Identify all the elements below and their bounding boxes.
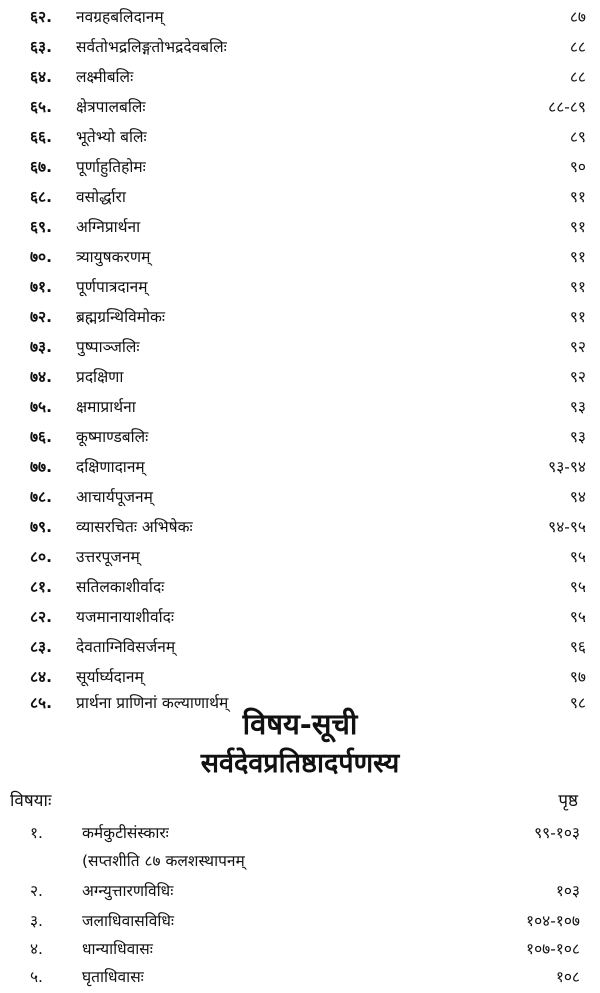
entry-page: ८७ — [569, 8, 586, 26]
column-header-topics: विषयाः — [10, 791, 52, 811]
entry-title: क्षेत्रपालबलिः — [76, 98, 146, 116]
entry-page: ९३ — [569, 428, 586, 446]
toc-row — [0, 272, 600, 302]
entry-title: (सप्तशीति ८७ कलशस्थापनम् — [82, 852, 245, 870]
entry-title: पूर्णपात्रदानम् — [76, 278, 148, 296]
entry-number: ३. — [30, 912, 43, 930]
entry-page: ९१ — [569, 278, 586, 296]
entry-page: ९१ — [569, 248, 586, 266]
entry-number: ७१. — [30, 278, 53, 296]
toc-row — [0, 542, 600, 572]
entry-page: ९० — [569, 158, 586, 176]
entry-title: प्रदक्षिणा — [76, 368, 124, 386]
entry-title: घृताधिवासः — [82, 968, 144, 986]
entry-title: यजमानायाशीर्वादः — [76, 608, 174, 626]
entry-number: ६९. — [30, 218, 53, 236]
toc-row — [0, 482, 600, 512]
entry-number: ७५. — [30, 398, 53, 416]
entry-number: ५. — [30, 968, 43, 986]
column-header-page: पृष्ठ — [558, 791, 578, 811]
toc-row — [0, 122, 600, 152]
entry-number: ८०. — [30, 548, 53, 566]
entry-page: ९२ — [569, 338, 586, 356]
entry-title: प्रार्थना प्राणिनां कल्याणार्थम् — [76, 694, 229, 712]
entry-page: ९५ — [569, 578, 586, 596]
entry-title: सर्वतोभद्रलिङ्गतोभद्रदेवबलिः — [76, 38, 227, 56]
entry-page: १०३ — [555, 882, 580, 900]
toc-row — [0, 422, 600, 452]
entry-title: व्यासरचितः अभिषेकः — [76, 518, 193, 536]
entry-number: ७०. — [30, 248, 53, 266]
entry-page: ९८ — [569, 694, 586, 712]
entry-number: ८२. — [30, 608, 53, 626]
toc-row — [0, 242, 600, 272]
toc-row — [0, 212, 600, 242]
entry-title: सूर्यार्घ्यदानम् — [76, 668, 144, 686]
entry-title: क्षमाप्रार्थना — [76, 398, 136, 416]
entry-title: लक्ष्मीबलिः — [76, 68, 134, 86]
toc-row — [0, 572, 600, 602]
entry-page: ९४-९५ — [548, 518, 586, 536]
toc-row — [0, 92, 600, 122]
toc-row — [0, 362, 600, 392]
entry-title: अग्निप्रार्थना — [76, 218, 141, 236]
entry-number: ७६. — [30, 428, 53, 446]
toc-row — [0, 32, 600, 62]
entry-number: २. — [30, 882, 43, 900]
entry-title: पूर्णाहुतिहोमः — [76, 158, 146, 176]
entry-number: ६७. — [30, 158, 53, 176]
toc-row — [0, 392, 600, 422]
entry-page: ८८ — [569, 38, 586, 56]
toc-row — [0, 302, 600, 332]
entry-number: ८१. — [30, 578, 53, 596]
entry-page: ९९-१०३ — [534, 824, 580, 842]
entry-title: दक्षिणादानम् — [76, 458, 145, 476]
toc-row — [0, 182, 600, 212]
entry-page: ८९ — [569, 128, 586, 146]
entry-title: उत्तरपूजनम् — [76, 548, 140, 566]
entry-page: ९१ — [569, 188, 586, 206]
toc-row — [0, 2, 600, 32]
entry-number: ४. — [30, 940, 43, 958]
entry-page: ९७ — [569, 668, 586, 686]
toc-row — [0, 962, 600, 992]
toc-row — [0, 152, 600, 182]
toc-row — [0, 452, 600, 482]
entry-number: ७९. — [30, 518, 53, 536]
entry-title: भूतेभ्यो बलिः — [76, 128, 147, 146]
entry-title: ब्रह्मग्रन्थिविमोकः — [76, 308, 166, 326]
entry-page: ९१ — [569, 218, 586, 236]
entry-page: ८८-८९ — [548, 98, 586, 116]
entry-title: त्र्यायुषकरणम् — [76, 248, 151, 266]
entry-page: १०४-१०७ — [526, 912, 580, 930]
book-title-heading: सर्वदेवप्रतिष्ठादर्पणस्य — [200, 748, 400, 779]
entry-title: नवग्रहबलिदानम् — [76, 8, 164, 26]
entry-page: १०७-१०८ — [526, 940, 580, 958]
entry-title: देवताग्निविसर्जनम् — [76, 638, 176, 656]
entry-page: ९४ — [569, 488, 586, 506]
entry-page: ९५ — [569, 548, 586, 566]
entry-number: ८४. — [30, 668, 53, 686]
entry-page: ९५ — [569, 608, 586, 626]
toc-row — [0, 632, 600, 662]
entry-title: अग्न्युत्तारणविधिः — [82, 882, 174, 900]
entry-title: पुष्पाञ्जलिः — [76, 338, 140, 356]
entry-title: कर्मकुटीसंस्कारः — [82, 824, 169, 842]
entry-title: आचार्यपूजनम् — [76, 488, 153, 506]
entry-title: धान्याधिवासः — [82, 940, 153, 958]
entry-number: ८५. — [30, 694, 53, 712]
toc-row — [0, 846, 600, 876]
toc-row — [0, 934, 600, 964]
toc-row — [0, 332, 600, 362]
entry-number: ७३. — [30, 338, 53, 356]
entry-number: ६३. — [30, 38, 53, 56]
entry-page: ८८ — [569, 68, 586, 86]
entry-page: १०८ — [555, 968, 580, 986]
entry-number: ७४. — [30, 368, 53, 386]
entry-page: ९३-९४ — [548, 458, 586, 476]
toc-row — [0, 876, 600, 906]
toc-row — [0, 62, 600, 92]
entry-number: ६८. — [30, 188, 53, 206]
toc-row — [0, 602, 600, 632]
toc-row — [0, 906, 600, 936]
toc-row — [0, 512, 600, 542]
entry-number: ७७. — [30, 458, 53, 476]
entry-title: कूष्माण्डबलिः — [76, 428, 149, 446]
entry-title: सतिलकाशीर्वादः — [76, 578, 165, 596]
section-heading: विषय-सूची — [242, 707, 358, 741]
entry-number: ६४. — [30, 68, 53, 86]
entry-number: ६५. — [30, 98, 53, 116]
entry-number: १. — [30, 824, 43, 842]
entry-page: ९२ — [569, 368, 586, 386]
entry-title: जलाधिवासविधिः — [82, 912, 174, 930]
entry-page: ९३ — [569, 398, 586, 416]
entry-number: ६६. — [30, 128, 53, 146]
toc-row — [0, 818, 600, 848]
entry-number: ७२. — [30, 308, 53, 326]
entry-number: ६२. — [30, 8, 53, 26]
entry-number: ७८. — [30, 488, 53, 506]
entry-page: ९६ — [569, 638, 586, 656]
entry-number: ८३. — [30, 638, 53, 656]
entry-page: ९१ — [569, 308, 586, 326]
entry-title: वसोर्द्धारा — [76, 188, 126, 206]
